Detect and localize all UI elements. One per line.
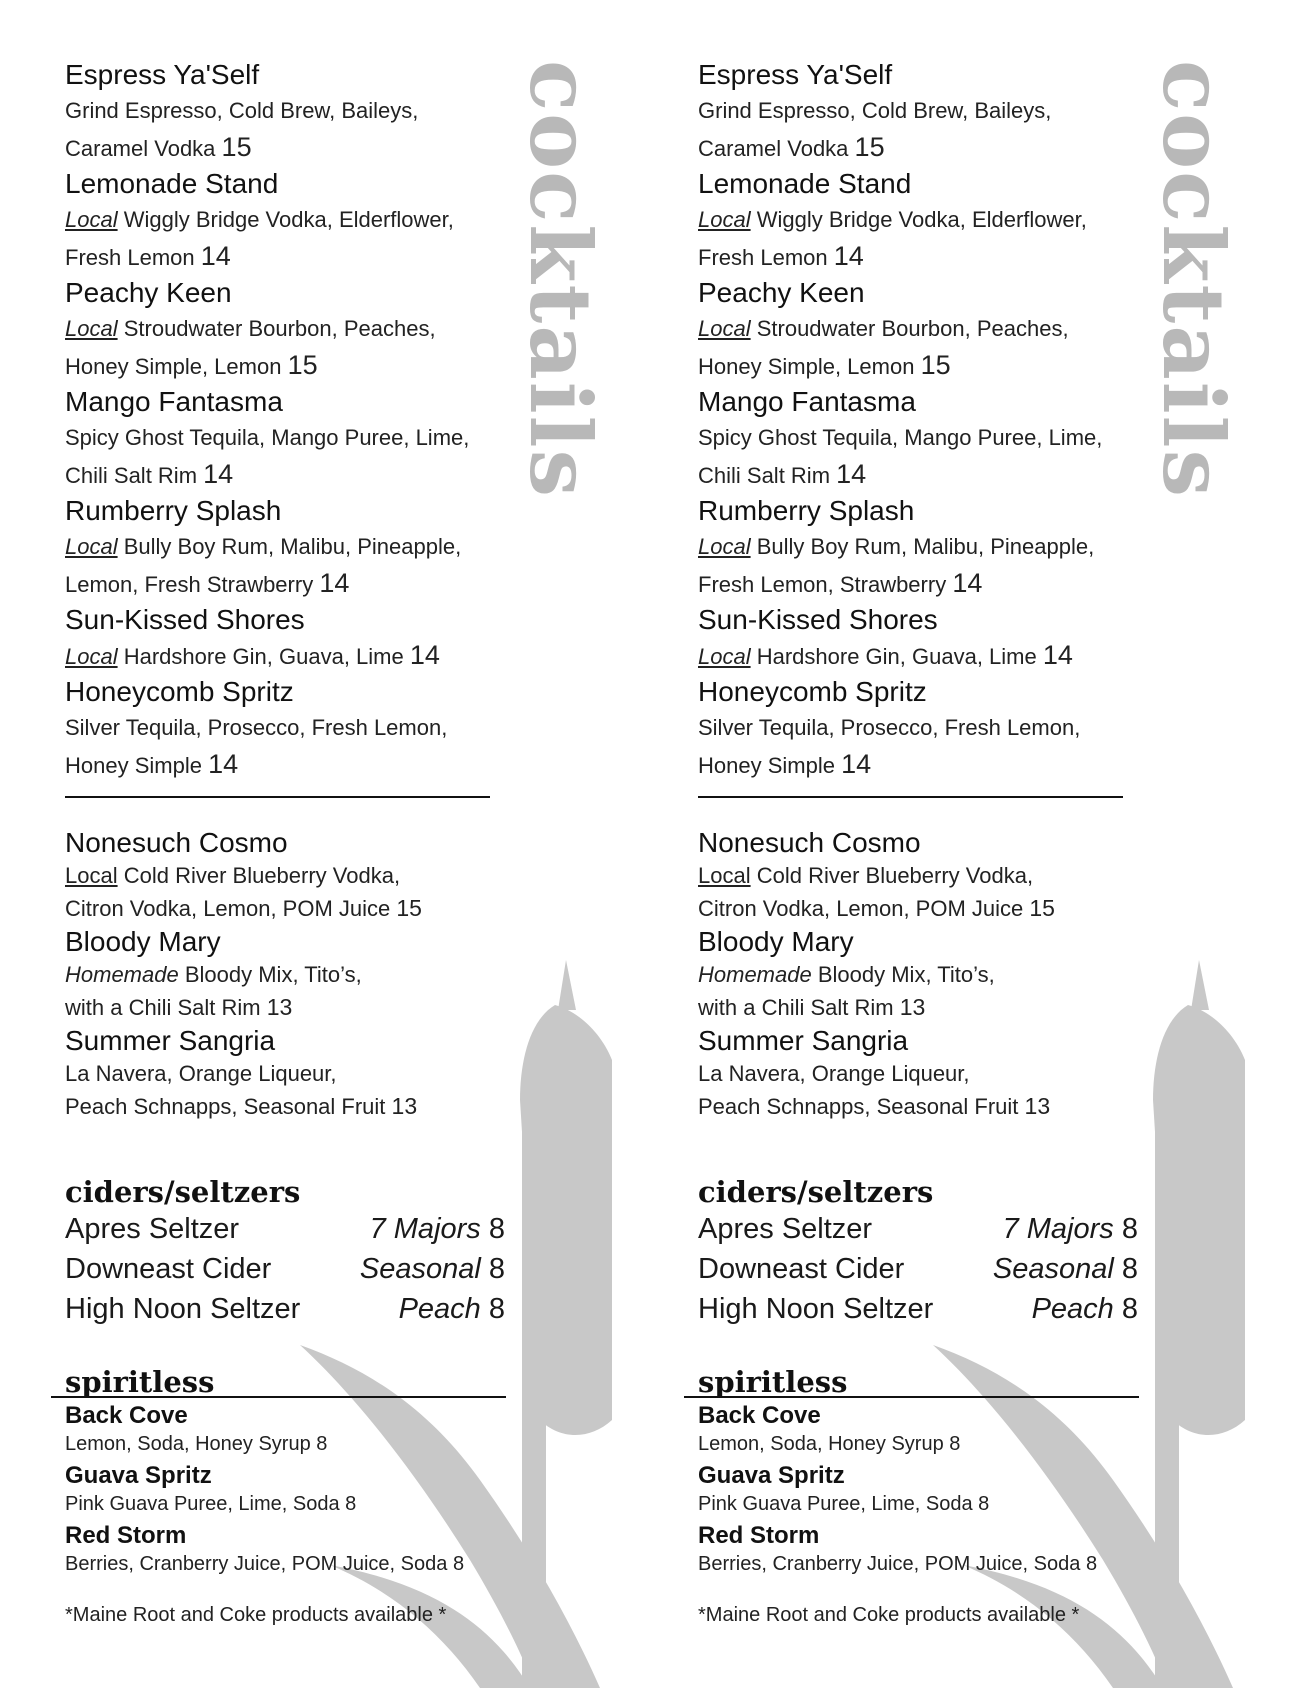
cocktail-price: 14 xyxy=(833,241,864,271)
cocktail-item xyxy=(698,494,1138,603)
menu-content xyxy=(698,58,1138,1629)
cider-price: 8 xyxy=(1121,1293,1138,1325)
cocktail-name: Peachy Keen xyxy=(65,277,232,308)
cocktail-desc-line xyxy=(65,1058,505,1090)
cider-variety-price xyxy=(370,1209,505,1249)
cocktail-desc-line xyxy=(65,959,505,991)
spiritless-name: Red Storm xyxy=(698,1522,820,1549)
cocktail-desc-line xyxy=(65,238,505,276)
cocktail-desc-line xyxy=(65,347,505,385)
cider-variety: Seasonal xyxy=(359,1253,481,1285)
cider-price: 8 xyxy=(488,1213,505,1245)
classic-cocktail-list xyxy=(65,826,505,1123)
spiritless-desc-line xyxy=(65,1550,505,1579)
cider-variety-price xyxy=(1003,1209,1138,1249)
cocktail-item xyxy=(698,58,1138,167)
menu-panel xyxy=(633,0,1273,1688)
cocktail-desc-line xyxy=(65,892,505,925)
local-tag: Local xyxy=(65,534,118,559)
cocktail-price: 13 xyxy=(266,994,293,1020)
cocktail-ingredients: Stroudwater Bourbon, Peaches, xyxy=(123,316,436,341)
cocktail-name: Sun-Kissed Shores xyxy=(698,604,938,635)
cocktail-desc-line xyxy=(698,1058,1138,1090)
spiritless-section xyxy=(65,1365,505,1579)
cider-list xyxy=(65,1209,505,1329)
ingredient-prefix: Local xyxy=(65,863,118,888)
local-tag: Local xyxy=(698,316,751,341)
cocktail-desc-line xyxy=(65,528,505,565)
section-divider xyxy=(698,796,1123,798)
spiritless-price: 8 xyxy=(949,1433,961,1455)
cocktail-ingredients: Fresh Lemon xyxy=(698,245,828,270)
cocktail-name: Summer Sangria xyxy=(698,1025,909,1056)
cocktail-price: 15 xyxy=(396,895,422,921)
cocktail-desc-line xyxy=(698,1090,1138,1123)
cocktail-ingredients: Wiggly Bridge Vodka, Elderflower, xyxy=(123,207,454,232)
cider-variety-price xyxy=(1032,1289,1138,1329)
cocktail-desc-line xyxy=(698,92,1138,129)
cocktail-name: Espress Ya'Self xyxy=(698,59,893,90)
spiritless-title: spiritless xyxy=(65,1365,215,1399)
cider-variety: Peach xyxy=(398,1293,481,1325)
cocktail-price: 15 xyxy=(221,132,252,162)
cocktail-desc-line xyxy=(698,238,1138,276)
cocktail-name: Bloody Mary xyxy=(65,926,221,957)
cocktail-ingredients: La Navera, Orange Liqueur, xyxy=(65,1061,337,1086)
cocktail-desc-line xyxy=(65,860,505,892)
cider-name: Downeast Cider xyxy=(65,1253,272,1285)
cocktail-price: 14 xyxy=(952,568,983,598)
cider-variety: 7 Majors xyxy=(369,1213,481,1245)
cocktails-vertical-title: cocktails xyxy=(1144,60,1243,499)
cocktail-desc-line xyxy=(698,528,1138,565)
cocktail-ingredients: Cold River Blueberry Vodka, xyxy=(123,863,401,888)
cocktail-ingredients: Hardshore Gin, Guava, Lime xyxy=(756,644,1037,669)
cocktail-item xyxy=(65,385,505,494)
spiritless-price: 8 xyxy=(345,1493,357,1515)
spiritless-price: 8 xyxy=(978,1493,990,1515)
section-divider xyxy=(65,796,490,798)
cocktail-list xyxy=(698,58,1138,784)
local-tag: Local xyxy=(65,207,118,232)
local-tag: Local xyxy=(698,534,751,559)
cocktail-desc-line xyxy=(698,129,1138,167)
spiritless-price: 8 xyxy=(452,1553,465,1575)
local-tag: Local xyxy=(698,207,751,232)
cider-variety-price xyxy=(993,1249,1138,1289)
spiritless-name: Back Cove xyxy=(65,1402,188,1429)
cider-price: 8 xyxy=(1121,1253,1138,1285)
cocktail-desc-line xyxy=(65,92,505,129)
classic-cocktail-list xyxy=(698,826,1138,1123)
cocktail-ingredients: Honey Simple xyxy=(698,753,835,778)
cider-variety-price xyxy=(360,1249,505,1289)
cocktail-price: 14 xyxy=(208,749,239,779)
local-tag: Local xyxy=(65,644,118,669)
spiritless-section xyxy=(698,1365,1138,1579)
cocktails-vertical-title: cocktails xyxy=(511,60,610,499)
ciders-title: ciders/seltzers xyxy=(65,1175,301,1209)
cider-item xyxy=(698,1209,1138,1249)
cocktail-desc-line xyxy=(698,201,1138,238)
cocktail-desc-line xyxy=(65,456,505,494)
cocktail-desc-line xyxy=(698,991,1138,1024)
spiritless-ingredients: Lemon, Soda, Honey Syrup xyxy=(65,1433,311,1455)
cocktail-price: 13 xyxy=(391,1093,418,1119)
cocktail-item xyxy=(698,826,1138,925)
cider-item xyxy=(698,1289,1138,1329)
cocktail-ingredients: Silver Tequila, Prosecco, Fresh Lemon, xyxy=(698,715,1081,740)
cocktail-name: Lemonade Stand xyxy=(698,168,912,199)
cocktail-ingredients: Silver Tequila, Prosecco, Fresh Lemon, xyxy=(65,715,448,740)
local-tag: Local xyxy=(65,316,118,341)
ingredient-prefix: Homemade xyxy=(698,962,812,987)
cocktail-desc-line xyxy=(698,709,1138,746)
cocktail-desc-line xyxy=(698,746,1138,784)
cocktail-desc-line xyxy=(65,709,505,746)
cocktail-ingredients: Honey Simple, Lemon xyxy=(698,354,915,379)
cider-price: 8 xyxy=(488,1253,505,1285)
cider-name: High Noon Seltzer xyxy=(65,1293,301,1325)
spiritless-ingredients: Pink Guava Puree, Lime, Soda xyxy=(698,1493,973,1515)
spiritless-ingredients: Berries, Cranberry Juice, POM Juice, Soda xyxy=(65,1553,448,1575)
cocktail-price: 14 xyxy=(409,640,440,670)
cocktail-item xyxy=(65,826,505,925)
cocktail-price: 14 xyxy=(841,749,872,779)
cocktail-ingredients: Citron Vodka, Lemon, POM Juice xyxy=(698,896,1024,921)
cocktail-desc-line xyxy=(65,991,505,1024)
cider-variety: Seasonal xyxy=(992,1253,1114,1285)
cocktail-ingredients: Caramel Vodka xyxy=(65,136,216,161)
spiritless-ingredients: Pink Guava Puree, Lime, Soda xyxy=(65,1493,340,1515)
cider-variety-price xyxy=(399,1289,505,1329)
cocktail-item xyxy=(698,167,1138,276)
cocktail-ingredients: Cold River Blueberry Vodka, xyxy=(756,863,1034,888)
spiritless-list xyxy=(65,1401,505,1579)
cider-variety: Peach xyxy=(1031,1293,1114,1325)
cider-name: Apres Seltzer xyxy=(698,1213,873,1245)
spiritless-name: Guava Spritz xyxy=(65,1462,212,1489)
cocktail-ingredients: Chili Salt Rim xyxy=(65,463,198,488)
cocktail-name: Sun-Kissed Shores xyxy=(65,604,305,635)
cocktail-desc-line xyxy=(698,310,1138,347)
cocktail-name: Rumberry Splash xyxy=(65,495,282,526)
spiritless-desc-line xyxy=(698,1430,1138,1459)
cocktail-price: 14 xyxy=(1042,640,1073,670)
cocktail-item xyxy=(698,385,1138,494)
cocktail-desc-line xyxy=(698,456,1138,494)
cocktail-item xyxy=(698,675,1138,784)
cocktail-item xyxy=(65,925,505,1024)
ingredient-prefix: Homemade xyxy=(65,962,179,987)
cocktail-item xyxy=(698,925,1138,1024)
cocktail-name: Summer Sangria xyxy=(65,1025,276,1056)
cider-name: Apres Seltzer xyxy=(65,1213,240,1245)
cocktail-ingredients: La Navera, Orange Liqueur, xyxy=(698,1061,970,1086)
cocktail-item xyxy=(698,603,1138,675)
cocktail-price: 13 xyxy=(899,994,926,1020)
cocktail-desc-line xyxy=(65,201,505,238)
cocktail-ingredients: Citron Vodka, Lemon, POM Juice xyxy=(65,896,391,921)
cocktail-ingredients: Bloody Mix, Tito’s, xyxy=(184,962,362,987)
cocktail-price: 14 xyxy=(836,459,867,489)
spiritless-price: 8 xyxy=(316,1433,328,1455)
cocktail-ingredients: Spicy Ghost Tequila, Mango Puree, Lime, xyxy=(65,425,470,450)
cocktail-price: 13 xyxy=(1024,1093,1051,1119)
cider-price: 8 xyxy=(488,1293,505,1325)
spiritless-name: Back Cove xyxy=(698,1402,821,1429)
cocktail-desc-line xyxy=(65,746,505,784)
cider-list xyxy=(698,1209,1138,1329)
cocktail-ingredients: Honey Simple, Lemon xyxy=(65,354,282,379)
ciders-section xyxy=(698,1175,1138,1329)
cocktail-price: 15 xyxy=(920,350,951,380)
cocktail-item xyxy=(65,494,505,603)
spiritless-desc-line xyxy=(65,1430,505,1459)
cocktail-ingredients: Hardshore Gin, Guava, Lime xyxy=(123,644,404,669)
cocktail-item xyxy=(65,276,505,385)
spiritless-desc-line xyxy=(698,1550,1138,1579)
cocktail-ingredients: Wiggly Bridge Vodka, Elderflower, xyxy=(756,207,1087,232)
cocktail-item xyxy=(65,1024,505,1123)
cider-item xyxy=(65,1289,505,1329)
cocktail-ingredients: Bloody Mix, Tito’s, xyxy=(817,962,995,987)
cider-item xyxy=(65,1209,505,1249)
cider-item xyxy=(65,1249,505,1289)
cocktail-desc-line xyxy=(65,129,505,167)
menu-content xyxy=(65,58,505,1629)
spiritless-desc-line xyxy=(65,1490,505,1519)
cider-name: Downeast Cider xyxy=(698,1253,905,1285)
cider-price: 8 xyxy=(1121,1213,1138,1245)
cocktail-ingredients: Caramel Vodka xyxy=(698,136,849,161)
cocktail-ingredients: with a Chili Salt Rim xyxy=(65,995,261,1020)
cocktail-name: Rumberry Splash xyxy=(698,495,915,526)
cocktail-desc-line xyxy=(698,959,1138,991)
cocktail-ingredients: Honey Simple xyxy=(65,753,202,778)
cocktail-ingredients: Fresh Lemon, Strawberry xyxy=(698,572,947,597)
cocktail-price: 15 xyxy=(1029,895,1055,921)
cocktail-item xyxy=(65,603,505,675)
cider-variety: 7 Majors xyxy=(1002,1213,1114,1245)
cocktail-desc-line xyxy=(65,637,505,675)
spiritless-price: 8 xyxy=(1085,1553,1098,1575)
cocktail-ingredients: Peach Schnapps, Seasonal Fruit xyxy=(65,1094,386,1119)
spiritless-title: spiritless xyxy=(698,1365,848,1399)
cocktail-ingredients: Grind Espresso, Cold Brew, Baileys, xyxy=(65,98,419,123)
spiritless-list xyxy=(698,1401,1138,1579)
cocktail-desc-line xyxy=(65,419,505,456)
cocktail-ingredients: Fresh Lemon xyxy=(65,245,195,270)
cocktail-ingredients: Grind Espresso, Cold Brew, Baileys, xyxy=(698,98,1052,123)
cocktail-desc-line xyxy=(698,860,1138,892)
cocktail-name: Mango Fantasma xyxy=(65,386,283,417)
cocktail-name: Nonesuch Cosmo xyxy=(698,827,921,858)
cocktail-name: Honeycomb Spritz xyxy=(65,676,294,707)
cocktail-price: 15 xyxy=(854,132,885,162)
cider-item xyxy=(698,1249,1138,1289)
ciders-section xyxy=(65,1175,505,1329)
spiritless-ingredients: Lemon, Soda, Honey Syrup xyxy=(698,1433,944,1455)
cocktail-desc-line xyxy=(698,565,1138,603)
cocktail-name: Espress Ya'Self xyxy=(65,59,260,90)
cocktail-desc-line xyxy=(698,419,1138,456)
cocktail-list xyxy=(65,58,505,784)
menu-panel xyxy=(0,0,640,1688)
cocktail-ingredients: Bully Boy Rum, Malibu, Pineapple, xyxy=(123,534,462,559)
cocktail-ingredients: Lemon, Fresh Strawberry xyxy=(65,572,314,597)
cocktail-ingredients: Spicy Ghost Tequila, Mango Puree, Lime, xyxy=(698,425,1103,450)
cocktail-item xyxy=(65,167,505,276)
cocktail-ingredients: Peach Schnapps, Seasonal Fruit xyxy=(698,1094,1019,1119)
cocktail-ingredients: with a Chili Salt Rim xyxy=(698,995,894,1020)
spiritless-name: Red Storm xyxy=(65,1522,187,1549)
cocktail-item xyxy=(698,1024,1138,1123)
cocktail-price: 14 xyxy=(319,568,350,598)
cocktail-name: Peachy Keen xyxy=(698,277,865,308)
cocktail-name: Nonesuch Cosmo xyxy=(65,827,288,858)
spiritless-ingredients: Berries, Cranberry Juice, POM Juice, Soda xyxy=(698,1553,1081,1575)
cocktail-desc-line xyxy=(65,565,505,603)
cocktail-ingredients: Stroudwater Bourbon, Peaches, xyxy=(756,316,1069,341)
cocktail-desc-line xyxy=(65,310,505,347)
footnote: *Maine Root and Coke products available * xyxy=(698,1604,1080,1626)
spiritless-desc-line xyxy=(698,1490,1138,1519)
cocktail-desc-line xyxy=(698,892,1138,925)
cocktail-name: Mango Fantasma xyxy=(698,386,916,417)
cocktail-ingredients: Chili Salt Rim xyxy=(698,463,831,488)
ingredient-prefix: Local xyxy=(698,863,751,888)
cocktail-item xyxy=(698,276,1138,385)
cocktail-item xyxy=(65,675,505,784)
footnote: *Maine Root and Coke products available * xyxy=(65,1604,447,1626)
cocktail-price: 14 xyxy=(203,459,234,489)
cocktail-item xyxy=(65,58,505,167)
cocktail-name: Lemonade Stand xyxy=(65,168,279,199)
cocktail-desc-line xyxy=(698,347,1138,385)
cider-name: High Noon Seltzer xyxy=(698,1293,934,1325)
local-tag: Local xyxy=(698,644,751,669)
cocktail-price: 14 xyxy=(200,241,231,271)
cocktail-price: 15 xyxy=(287,350,318,380)
cocktail-name: Bloody Mary xyxy=(698,926,854,957)
cocktail-desc-line xyxy=(65,1090,505,1123)
spiritless-name: Guava Spritz xyxy=(698,1462,845,1489)
cocktail-ingredients: Bully Boy Rum, Malibu, Pineapple, xyxy=(756,534,1095,559)
ciders-title: ciders/seltzers xyxy=(698,1175,934,1209)
cocktail-name: Honeycomb Spritz xyxy=(698,676,927,707)
cocktail-desc-line xyxy=(698,637,1138,675)
